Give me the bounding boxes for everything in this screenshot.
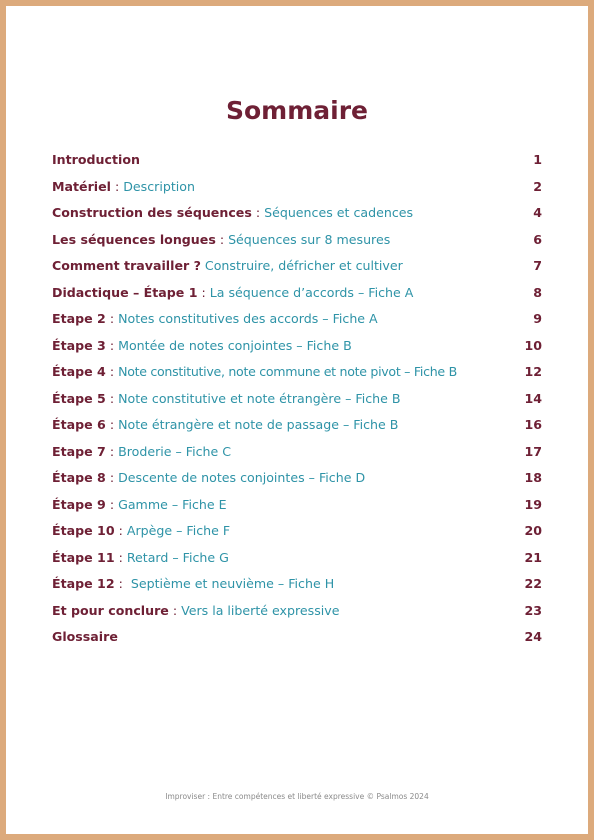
toc-page-number: 22 xyxy=(524,576,542,591)
toc-separator: : xyxy=(168,602,182,618)
toc-page-number: 10 xyxy=(524,337,542,353)
document-page xyxy=(6,6,588,834)
toc-subtitle: Construire, défricher et cultiver xyxy=(204,258,403,273)
toc-separator: : xyxy=(105,390,119,406)
toc-part: Et pour conclure xyxy=(52,602,169,618)
toc-entry[interactable] xyxy=(52,469,542,496)
toc-page-number: 16 xyxy=(524,417,542,432)
toc-page-number: 23 xyxy=(524,602,542,618)
toc-part: Étape 9 xyxy=(52,496,106,512)
toc-separator: : xyxy=(105,443,119,459)
toc-separator: : xyxy=(105,337,119,353)
toc-entry[interactable] xyxy=(52,151,542,178)
toc-part: Étape 6 xyxy=(52,417,106,432)
toc-part: Glossaire xyxy=(52,629,118,644)
toc-entry[interactable] xyxy=(52,337,542,364)
toc-separator: : xyxy=(215,231,229,247)
toc-subtitle: Arpège – Fiche F xyxy=(126,523,231,538)
toc-page-number: 6 xyxy=(533,231,542,247)
toc-separator: : xyxy=(197,284,210,300)
toc-subtitle: Notes constitutives des accords – Fiche A xyxy=(118,311,378,326)
toc-page-number: 8 xyxy=(533,284,542,300)
toc-subtitle: Septième et neuvième – Fiche H xyxy=(130,576,335,591)
toc-page-number: 24 xyxy=(524,629,542,644)
toc-page-number: 19 xyxy=(524,496,542,512)
toc-part: Les séquences longues xyxy=(52,231,216,247)
toc-part: Étape 3 xyxy=(52,337,106,353)
toc-page-number: 12 xyxy=(524,364,542,379)
toc-page-number: 7 xyxy=(533,258,542,273)
toc-separator: : xyxy=(251,205,265,220)
toc-page-number: 1 xyxy=(533,152,542,167)
toc-subtitle: Vers la liberté expressive xyxy=(181,602,340,618)
toc-subtitle: Gamme – Fiche E xyxy=(118,496,227,512)
toc-part: Etape 2 xyxy=(52,311,106,326)
toc-page-number: 17 xyxy=(524,443,542,459)
toc-entry[interactable] xyxy=(52,204,542,231)
toc-separator: : xyxy=(105,311,119,326)
toc-subtitle: Broderie – Fiche C xyxy=(118,443,232,459)
toc-page-number: 2 xyxy=(533,178,542,194)
toc-entry[interactable] xyxy=(52,522,542,549)
toc-part: Étape 11 xyxy=(52,549,115,565)
toc-part: Étape 12 xyxy=(52,576,115,591)
toc-subtitle: Retard – Fiche G xyxy=(126,549,229,565)
toc-entry[interactable] xyxy=(52,416,542,443)
page-footer: Improviser : Entre compétences et liberté expressive © Psalmos 2024 xyxy=(165,792,429,801)
toc-separator: : xyxy=(110,178,124,194)
toc-part: Étape 4 xyxy=(52,364,106,379)
toc-page-number: 18 xyxy=(524,470,542,485)
toc-part: Matériel xyxy=(52,178,111,194)
toc-entry[interactable] xyxy=(52,602,542,629)
toc-entry[interactable] xyxy=(52,178,542,205)
toc-subtitle: Note étrangère et note de passage – Fiche B xyxy=(118,417,399,432)
toc-entry[interactable] xyxy=(52,284,542,311)
toc-part: Construction des séquences xyxy=(52,205,252,220)
toc-part: Étape 5 xyxy=(52,390,106,406)
toc-part: Étape 8 xyxy=(52,470,106,485)
toc-separator: : xyxy=(114,549,127,565)
toc-part: Étape 10 xyxy=(52,523,115,538)
toc-separator: : xyxy=(105,496,119,512)
page-title: Sommaire xyxy=(225,96,368,125)
toc-part: Didactique – Étape 1 xyxy=(52,284,198,300)
toc-subtitle: Montée de notes conjointes – Fiche B xyxy=(118,337,352,353)
toc-separator: : xyxy=(105,364,119,379)
toc-page-number: 9 xyxy=(533,311,542,326)
toc-entry[interactable] xyxy=(52,363,542,390)
toc-part: Introduction xyxy=(52,152,140,167)
toc-separator: : xyxy=(114,523,127,538)
toc-entry[interactable] xyxy=(52,628,542,655)
table-of-contents xyxy=(52,151,542,655)
toc-entry[interactable] xyxy=(52,231,542,258)
toc-part: Etape 7 xyxy=(52,443,106,459)
toc-entry[interactable] xyxy=(52,390,542,417)
toc-subtitle: Note constitutive, note commune et note pivot – Fiche B xyxy=(118,364,457,379)
toc-entry[interactable] xyxy=(52,257,542,284)
toc-subtitle: Note constitutive et note étrangère – Fiche B xyxy=(118,390,401,406)
toc-entry[interactable] xyxy=(52,549,542,576)
toc-entry[interactable] xyxy=(52,496,542,523)
toc-subtitle: Description xyxy=(123,178,195,194)
toc-subtitle: Séquences et cadences xyxy=(264,205,414,220)
toc-separator: : xyxy=(105,417,119,432)
toc-page-number: 14 xyxy=(524,390,542,406)
toc-separator: : xyxy=(105,470,119,485)
toc-entry[interactable] xyxy=(52,443,542,470)
toc-page-number: 4 xyxy=(533,205,542,220)
toc-entry[interactable] xyxy=(52,310,542,337)
toc-page-number: 21 xyxy=(524,549,542,565)
toc-part: Comment travailler ? xyxy=(52,258,201,273)
toc-separator: : xyxy=(114,576,131,591)
toc-subtitle: La séquence d’accords – Fiche A xyxy=(209,284,414,300)
toc-subtitle: Séquences sur 8 mesures xyxy=(228,231,391,247)
toc-subtitle: Descente de notes conjointes – Fiche D xyxy=(118,470,366,485)
toc-page-number: 20 xyxy=(524,523,542,538)
toc-entry[interactable] xyxy=(52,575,542,602)
